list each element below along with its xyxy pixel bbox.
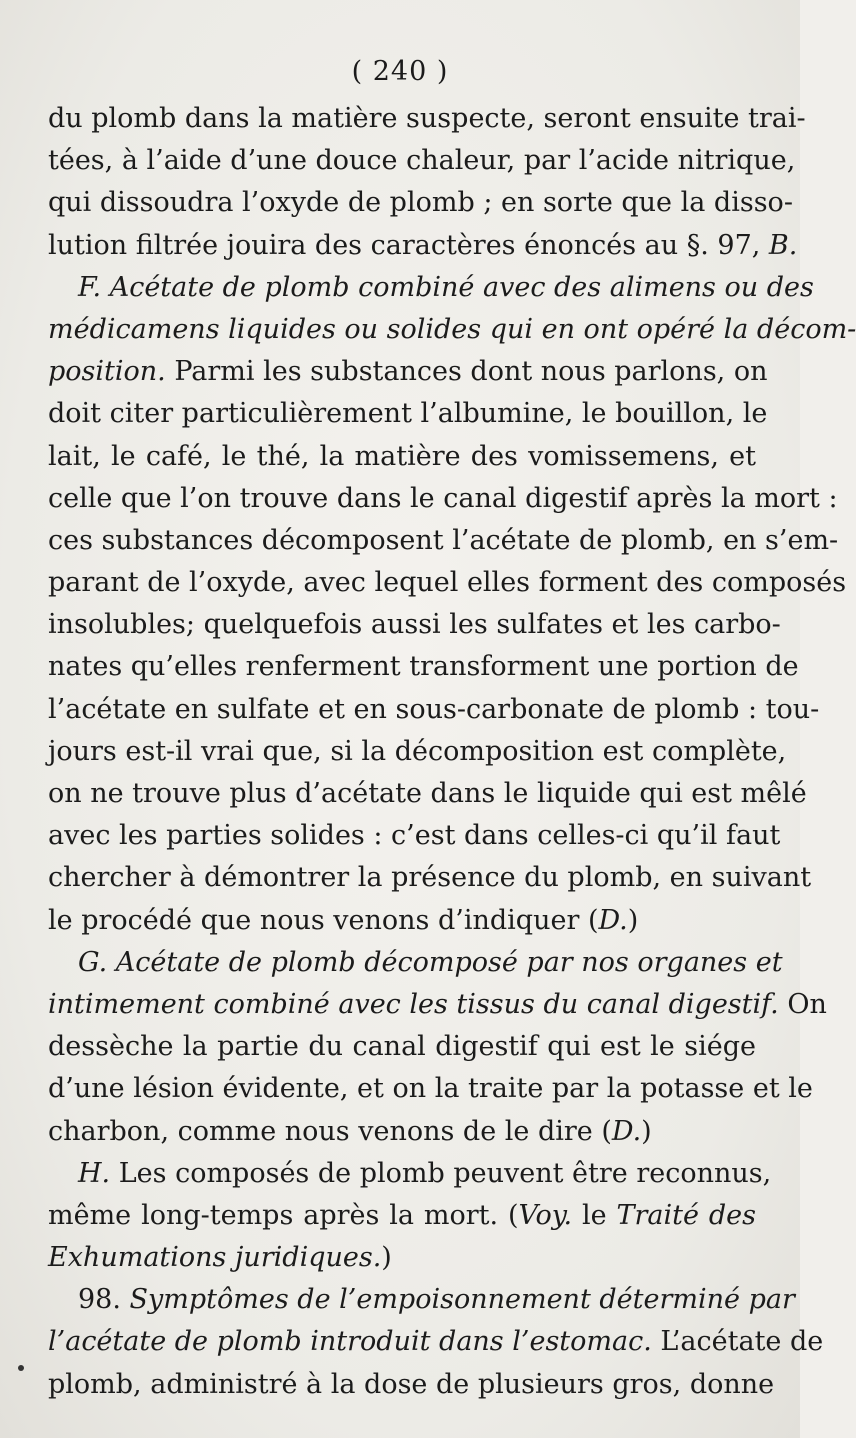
text-line [48,1068,813,1110]
italic-text: intimement combiné avec les tissus du canal digestif. [48,988,779,1020]
text-run: nates qu’elles renferment transforment une portion de [48,651,799,683]
italic-text: F. Acétate de plomb combiné avec des alimens ou des [78,271,814,303]
italic-text: Voy. [518,1199,573,1231]
text-line [48,900,756,942]
text-line [48,182,793,224]
text-run: lution filtrée jouira des caractères énoncés au §. 97, [48,229,769,261]
text-run: ces substances décomposent l’acétate de plomb, en s’em- [48,524,839,556]
text-run: qui dissoudra l’oxyde de plomb ; en sorte que la disso- [48,187,793,219]
text-line [48,646,799,688]
text-run: ) [627,904,639,936]
text-line [48,562,847,604]
text-line [48,689,820,731]
italic-text: Traité des [616,1199,756,1231]
body-text [48,98,856,1406]
text-line [48,267,814,309]
text-run: 98. [78,1284,130,1316]
text-line [48,984,827,1026]
text-run: on ne trouve plus d’acétate dans le liquide qui est mêlé [48,778,807,809]
text-run: jours est-il vrai que, si la décomposition est complète, [48,735,787,767]
text-line [48,520,839,562]
text-run: plomb, administré à la dose de plusieurs gros, donne [48,1368,775,1400]
text-run: même long-temps après la mort. ( [48,1199,519,1231]
text-line [48,309,856,351]
text-run: Parmi les substances dont nous parlons, on [165,356,768,388]
text-run: l’acétate en sulfate et en sous-carbonate de plomb : tou- [48,693,820,725]
text-line [48,1237,756,1279]
text-line [48,1321,824,1363]
text-run: d’une lésion évidente, et on la traite par la potasse et le [48,1073,813,1105]
text-line [48,140,796,182]
text-line [48,1026,756,1068]
text-line [48,98,806,140]
text-line [48,436,756,478]
text-run: L’acétate de [651,1326,824,1358]
text-run: ) [381,1242,392,1274]
text-run: du plomb dans la matière suspecte, seront ensuite trai- [48,103,806,134]
text-line [48,815,781,857]
text-line [48,1153,772,1195]
text-run: charbon, comme nous venons de le dire ( [48,1115,612,1147]
text-run: avec les parties solides : c’est dans celles-ci qu’il faut [48,820,781,852]
text-line [48,731,787,773]
text-line [48,393,768,435]
text-run: ) [641,1115,652,1147]
italic-text: D. [611,1115,642,1147]
italic-text: G. Acétate de plomb décomposé par nos organes et [78,946,783,978]
text-run: le procédé que nous venons d’indiquer ( [48,904,599,936]
text-line [48,1195,756,1237]
italic-text: l’acétate de plomb introduit dans l’estomac. [48,1326,652,1358]
italic-text: Exhumations juridiques. [48,1242,382,1274]
text-run: On [778,988,827,1020]
text-line [48,351,768,393]
text-line [48,1364,775,1406]
text-line [48,478,838,520]
italic-text: Symptômes de l’empoisonnement déterminé par [129,1284,795,1316]
text-run: lait, le café, le thé, la matière des vomissemens, et [48,440,756,472]
italic-text: position. [48,356,166,388]
text-line [48,773,807,815]
text-line [48,1111,756,1153]
text-line [48,225,798,267]
italic-text: D. [598,904,628,936]
text-run: le [572,1199,617,1231]
italic-text: B. [768,229,798,261]
text-run: doit citer particulièrement l’albumine, le bouillon, le [48,398,768,430]
page-number: ( 240 ) [351,56,449,87]
text-line [48,604,781,646]
italic-text: médicamens liquides ou solides qui en ont opéré la décom- [48,313,856,345]
text-line [48,857,812,899]
margin-mark [18,1365,24,1371]
text-run: tées, à l’aide d’une douce chaleur, par l’acide nitrique, [48,145,796,177]
text-run: Les composés de plomb peuvent être reconnus, [110,1157,772,1189]
text-run: celle que l’on trouve dans le canal digestif après la mort : [48,482,838,514]
italic-text: H. [78,1157,111,1189]
text-run: chercher à démontrer la présence du plomb, en suivant [48,862,812,894]
text-run: dessèche la partie du canal digestif qui est le siége [48,1031,756,1063]
text-line [48,942,783,984]
text-run: parant de l’oxyde, avec lequel elles forment des composés [48,567,847,599]
text-run: insolubles; quelquefois aussi les sulfates et les carbo- [48,609,781,641]
text-line [48,1279,795,1321]
